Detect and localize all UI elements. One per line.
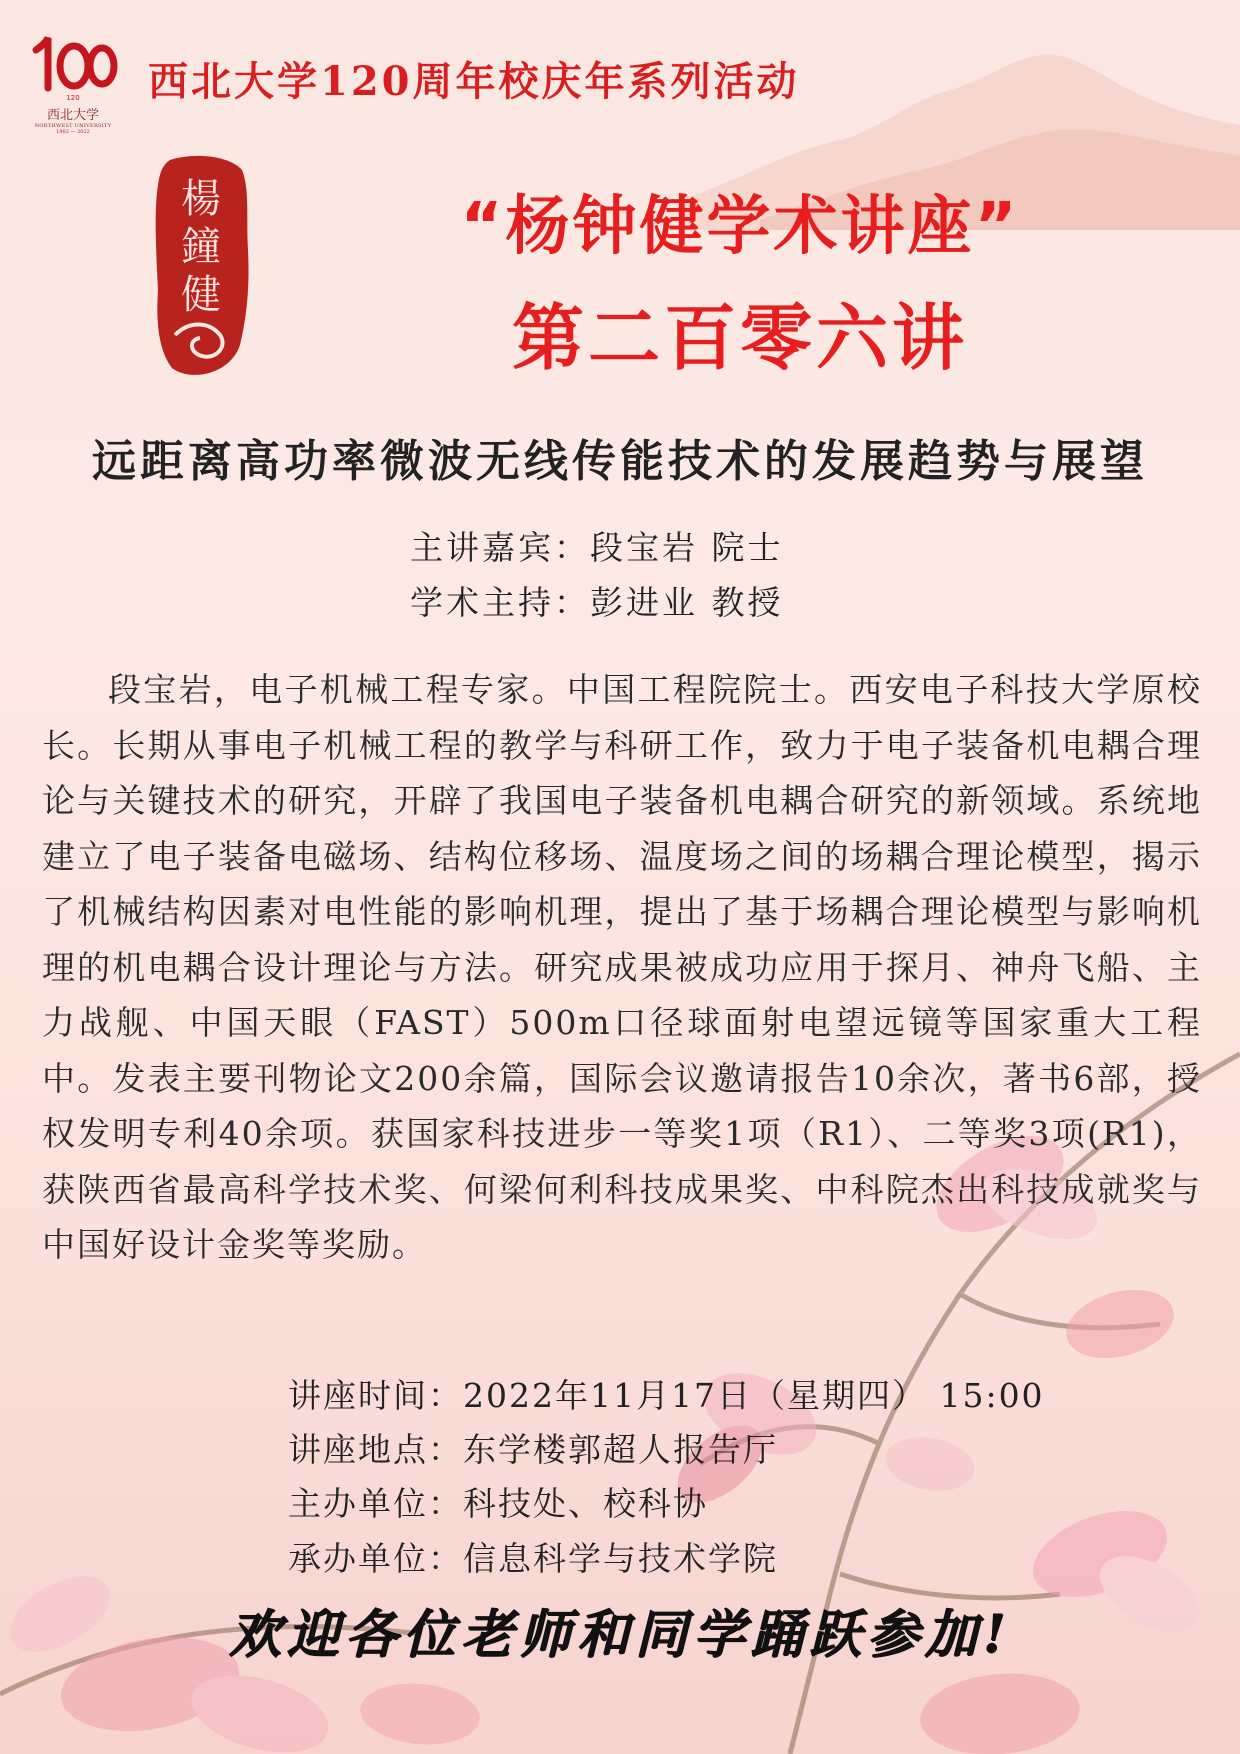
- place-value: 东学楼郭超人报告厅: [463, 1430, 778, 1469]
- logo-120-icon: [28, 30, 118, 102]
- time-label: 讲座时间：: [288, 1376, 463, 1415]
- host-name: 彭进业 教授: [590, 583, 784, 622]
- seal-icon: [150, 150, 252, 385]
- speaker-label: 主讲嘉宾：: [410, 528, 590, 567]
- logo-years: 1902 — 2022: [56, 129, 90, 135]
- time-value: 2022年11月17日（星期四） 15:00: [463, 1376, 1045, 1415]
- logo-university-en: NORTHWEST UNIVERSITY: [34, 123, 112, 129]
- place-label: 讲座地点：: [288, 1430, 463, 1469]
- organizer-line: [288, 1478, 708, 1525]
- lecture-series-title: “杨钟健学术讲座”: [460, 190, 1020, 264]
- yang-zhongjian-seal: [150, 150, 252, 385]
- seal-char-3: 健: [181, 272, 221, 318]
- lecture-number: 第二百零六讲: [511, 296, 968, 380]
- undertaker-label: 承办单位：: [288, 1539, 463, 1578]
- speaker-biography: 段宝岩，电子机械工程专家。中国工程院院士。西安电子科技大学原校长。长期从事电子机械工程的教学与科研工作，致力于电子装备机电耦合理论与关键技术的研究，开辟了我国电子装备机电耦合研究的新领域。系统地建立了电子装备电磁场、结构位移场、温度场之间的场耦合理论模型，揭示了机械结构因素对电性能的影响机理，提出了基于场耦合理论模型与影响机理的机电耦合设计理论与方法。研究成果被成功应用于探月、神舟飞船、主力战舰、中国天眼（FAST）500m口径球面射电望远镜等国家重大工程中。发表主要刊物论文200余篇，国际会议邀请报告10余次，著书6部，授权发明专利40余项。获国家科技进步一等奖1项（R1）、二等奖3项(R1)，获陕西省最高科学技术奖、何梁何利科技成果奖、中科院杰出科技成就奖与中国好设计金奖等奖励。: [42, 670, 1202, 1264]
- speaker-name: 段宝岩 院士: [590, 528, 784, 567]
- host-label: 学术主持：: [410, 583, 590, 622]
- undertaker-value: 信息科学与技术学院: [463, 1539, 778, 1578]
- speaker-line: [410, 522, 784, 569]
- talk-title: 远距离高功率微波无线传能技术的发展趋势与展望: [92, 436, 1148, 487]
- series-title: 西北大学120周年校庆年系列活动: [148, 58, 800, 105]
- undertaker-line: [288, 1533, 778, 1580]
- university-logo: [28, 30, 118, 135]
- seal-char-1: 楊: [181, 176, 221, 222]
- lecture-place-line: [288, 1424, 778, 1471]
- seal-char-2: 鐘: [181, 224, 221, 270]
- logo-university-name: 西北大学: [46, 108, 99, 123]
- welcome-message: 欢迎各位老师和同学踊跃参加!: [228, 1604, 1012, 1665]
- svg-text:120: 120: [66, 94, 80, 102]
- host-line: [410, 577, 784, 624]
- organizer-value: 科技处、校科协: [463, 1484, 708, 1523]
- organizer-label: 主办单位：: [288, 1484, 463, 1523]
- lecture-time-line: [288, 1370, 1045, 1417]
